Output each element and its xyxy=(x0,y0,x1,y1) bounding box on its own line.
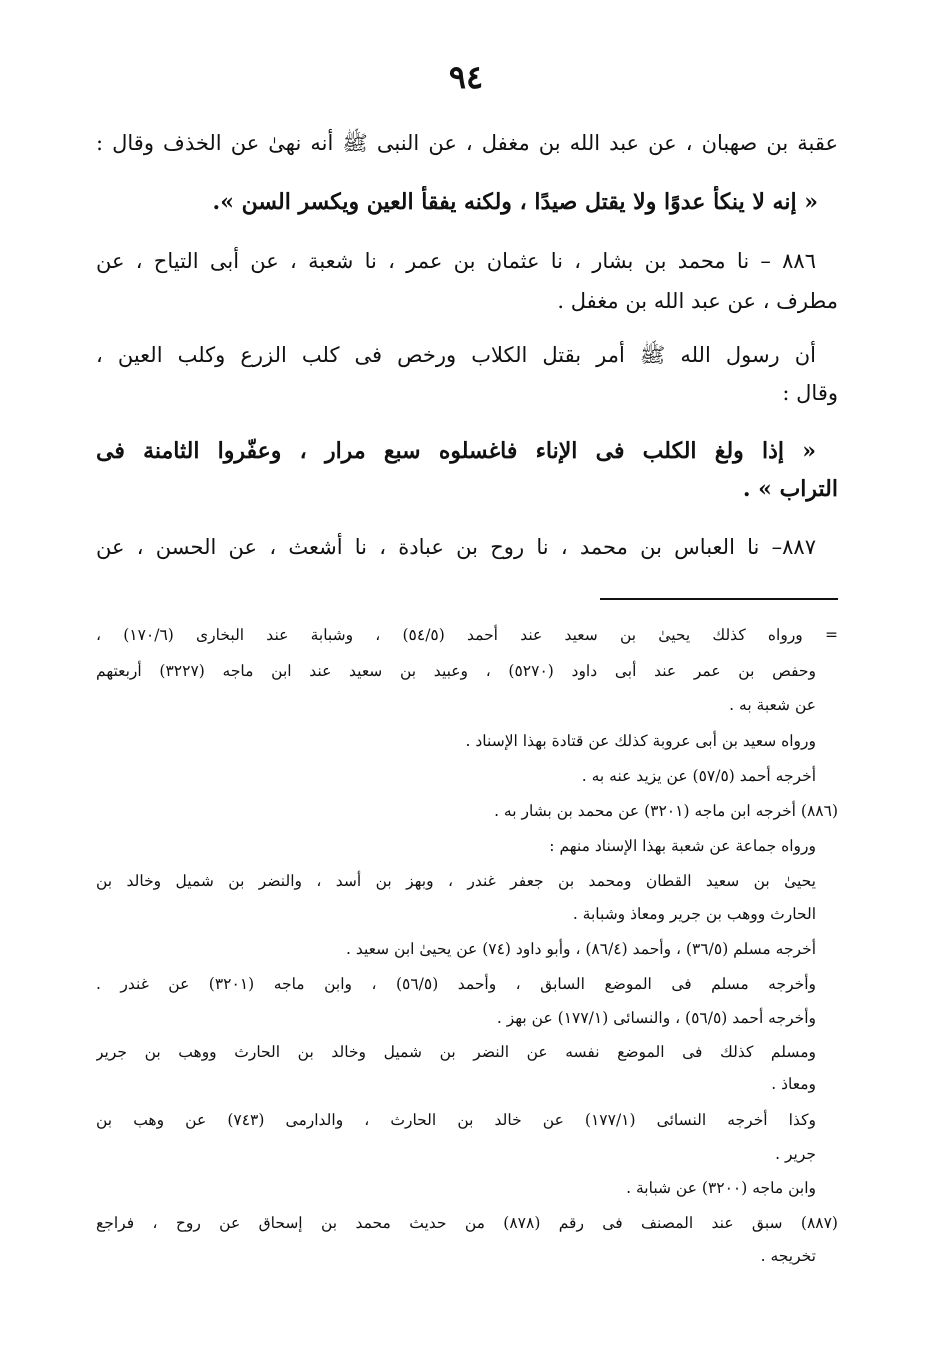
page-number: ٩٤ xyxy=(448,58,484,96)
footnote-line: ومسلم كذلك فى الموضع نفسه عن النضر بن شميل وخالد بن الحارث ووهب بن جرير xyxy=(96,1043,816,1061)
hadith-887-line: ٨٨٧– نا العباس بن محمد ، نا روح بن عبادة ، نا أشعث ، عن الحسن ، عن xyxy=(96,535,816,559)
body-line: أن رسول الله ﷺ أمر بقتل الكلاب ورخص فى كلب الزرع وكلب العين ، xyxy=(96,343,816,367)
footnote-line: ورواه جماعة عن شعبة بهذا الإسناد منهم : xyxy=(549,837,816,855)
footnote-line: الحارث ووهب بن جرير ومعاذ وشبابة . xyxy=(572,905,816,923)
footnote-line: عن شعبة به . xyxy=(729,696,816,714)
hadith-quote-line: « إنه لا ينكأ عدوًا ولا يقتل صيدًا ، ولكنه يفقأ العين ويكسر السن ». xyxy=(212,189,818,215)
footnote-line: يحيىٰ بن سعيد القطان ومحمد بن جعفر غندر ، وبهز بن أسد ، والنضر بن شميل وخالد بن xyxy=(96,872,816,890)
footnote-line: أخرجه مسلم (٣٦/٥) ، وأحمد (٨٦/٤) ، وأبو داود (٧٤) عن يحيىٰ ابن سعيد . xyxy=(345,940,816,958)
footnote-887: (٨٨٧) سبق عند المصنف فى رقم (٨٧٨) من حديث محمد بن إسحاق عن روح ، فراجع xyxy=(96,1214,838,1232)
footnote-line: وحفص بن عمر عند أبى داود (٥٢٧٠) ، وعبيد بن سعيد عند ابن ماجه (٣٢٢٧) أربعتهم xyxy=(96,662,816,680)
footnote-line: وكذا أخرجه النسائى (١٧٧/١) عن خالد بن الحارث ، والدارمى (٧٤٣) عن وهب بن xyxy=(96,1111,816,1129)
hadith-quote-line: « إذا ولغ الكلب فى الإناء فاغسلوه سبع مرار ، وعفّروا الثامنة فى xyxy=(96,438,816,464)
footnote-line: ومعاذ . xyxy=(771,1075,816,1093)
footnote-line: وأخرجه أحمد (٥٦/٥) ، والنسائى (١٧٧/١) عن بهز . xyxy=(496,1009,816,1027)
footnote-line: جرير . xyxy=(775,1145,816,1163)
hadith-886-line: ٨٨٦ – نا محمد بن بشار ، نا عثمان بن عمر ، نا شعبة ، عن أبى التياح ، عن xyxy=(96,249,816,273)
footnote-line: وابن ماجه (٣٢٠٠) عن شبابة . xyxy=(626,1179,816,1197)
body-line: مطرف ، عن عبد الله بن مغفل . xyxy=(557,289,838,313)
footnote-line: ورواه سعيد بن أبى عروبة كذلك عن قتادة بهذا الإسناد . xyxy=(465,732,816,750)
body-line: وقال : xyxy=(782,381,838,405)
footnote-line: تخريجه . xyxy=(760,1247,816,1265)
hadith-quote-line: التراب » . xyxy=(742,476,838,502)
footnote-886: (٨٨٦) أخرجه ابن ماجه (٣٢٠١) عن محمد بن بشار به . xyxy=(494,802,838,820)
footnote-separator xyxy=(600,598,838,600)
footnote-line: أخرجه أحمد (٥٧/٥) عن يزيد عنه به . xyxy=(581,767,816,785)
footnote-line: = ورواه كذلك يحيىٰ بن سعيد عند أحمد (٥٤/٥) ، وشبابة عند البخارى (١٧٠/٦) ، xyxy=(96,626,838,644)
body-line: عقبة بن صهبان ، عن عبد الله بن مغفل ، عن النبى ﷺ أنه نهىٰ عن الخذف وقال : xyxy=(96,131,838,155)
footnote-line: وأخرجه مسلم فى الموضع السابق ، وأحمد (٥٦/٥) ، وابن ماجه (٣٢٠١) عن غندر . xyxy=(96,975,816,993)
